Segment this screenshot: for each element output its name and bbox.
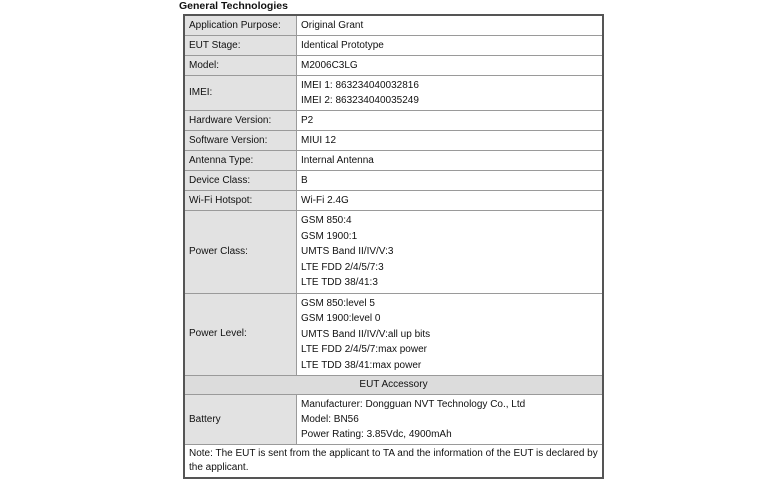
battery-model: Model: BN56 xyxy=(301,414,359,425)
row-software-version xyxy=(184,131,603,151)
value-power-level xyxy=(297,293,604,376)
label-software-version: Software Version: xyxy=(184,131,297,151)
row-imei xyxy=(184,76,603,111)
label-hardware-version: Hardware Version: xyxy=(184,111,297,131)
power-class-line: GSM 1900:1 xyxy=(301,230,358,242)
note-text: Note: The EUT is sent from the applicant to TA and the information of the EUT is declared by the applicant. xyxy=(184,445,603,479)
label-device-class: Device Class: xyxy=(184,171,297,191)
power-class-line: LTE TDD 38/41:3 xyxy=(301,277,378,288)
label-battery: Battery xyxy=(184,395,297,445)
value-battery xyxy=(297,395,604,445)
label-application-purpose: Application Purpose: xyxy=(184,15,297,36)
power-level-line: UMTS Band II/IV/V:all up bits xyxy=(301,328,431,340)
label-antenna-type: Antenna Type: xyxy=(184,151,297,171)
value-device-class: B xyxy=(297,171,604,191)
row-wifi-hotspot xyxy=(184,191,603,211)
value-application-purpose: Original Grant xyxy=(297,15,604,36)
value-wifi-hotspot: Wi-Fi 2.4G xyxy=(297,191,604,211)
label-imei: IMEI: xyxy=(184,76,297,111)
value-hardware-version: P2 xyxy=(297,111,604,131)
row-power-level xyxy=(184,293,603,376)
value-eut-stage: Identical Prototype xyxy=(297,36,604,56)
power-level-line: GSM 1900:level 0 xyxy=(301,313,381,324)
label-power-level: Power Level: xyxy=(184,293,297,376)
eut-spec-table xyxy=(183,14,604,479)
row-application-purpose xyxy=(184,15,603,36)
power-class-line: LTE FDD 2/4/5/7:3 xyxy=(301,261,384,273)
value-power-class xyxy=(297,211,604,294)
power-class-line: UMTS Band II/IV/V:3 xyxy=(301,246,394,257)
label-eut-stage: EUT Stage: xyxy=(184,36,297,56)
row-antenna-type xyxy=(184,151,603,171)
value-antenna-type: Internal Antenna xyxy=(297,151,604,171)
power-level-line: LTE FDD 2/4/5/7:max power xyxy=(301,344,427,355)
eut-accessory-heading: EUT Accessory xyxy=(184,376,603,395)
row-power-class xyxy=(184,211,603,294)
row-eut-stage xyxy=(184,36,603,56)
row-device-class xyxy=(184,171,603,191)
power-level-line: GSM 850:level 5 xyxy=(301,297,375,309)
power-level-line: LTE TDD 38/41:max power xyxy=(301,359,422,371)
imei-1: IMEI 1: 863234040032816 xyxy=(301,80,419,91)
row-battery xyxy=(184,395,603,445)
row-eut-accessory-header xyxy=(184,376,603,395)
label-model: Model: xyxy=(184,56,297,76)
row-hardware-version xyxy=(184,111,603,131)
value-model: M2006C3LG xyxy=(297,56,604,76)
battery-manufacturer: Manufacturer: Dongguan NVT Technology Co., Ltd xyxy=(301,399,526,410)
label-power-class: Power Class: xyxy=(184,211,297,294)
label-wifi-hotspot: Wi-Fi Hotspot: xyxy=(184,191,297,211)
power-class-line: GSM 850:4 xyxy=(301,215,352,226)
value-software-version: MIUI 12 xyxy=(297,131,604,151)
imei-2: IMEI 2: 863234040035249 xyxy=(301,95,419,106)
battery-power-rating: Power Rating: 3.85Vdc, 4900mAh xyxy=(301,429,452,440)
section-title: General Technologies xyxy=(179,0,288,12)
row-note xyxy=(184,445,603,479)
value-imei xyxy=(297,76,604,111)
row-model xyxy=(184,56,603,76)
